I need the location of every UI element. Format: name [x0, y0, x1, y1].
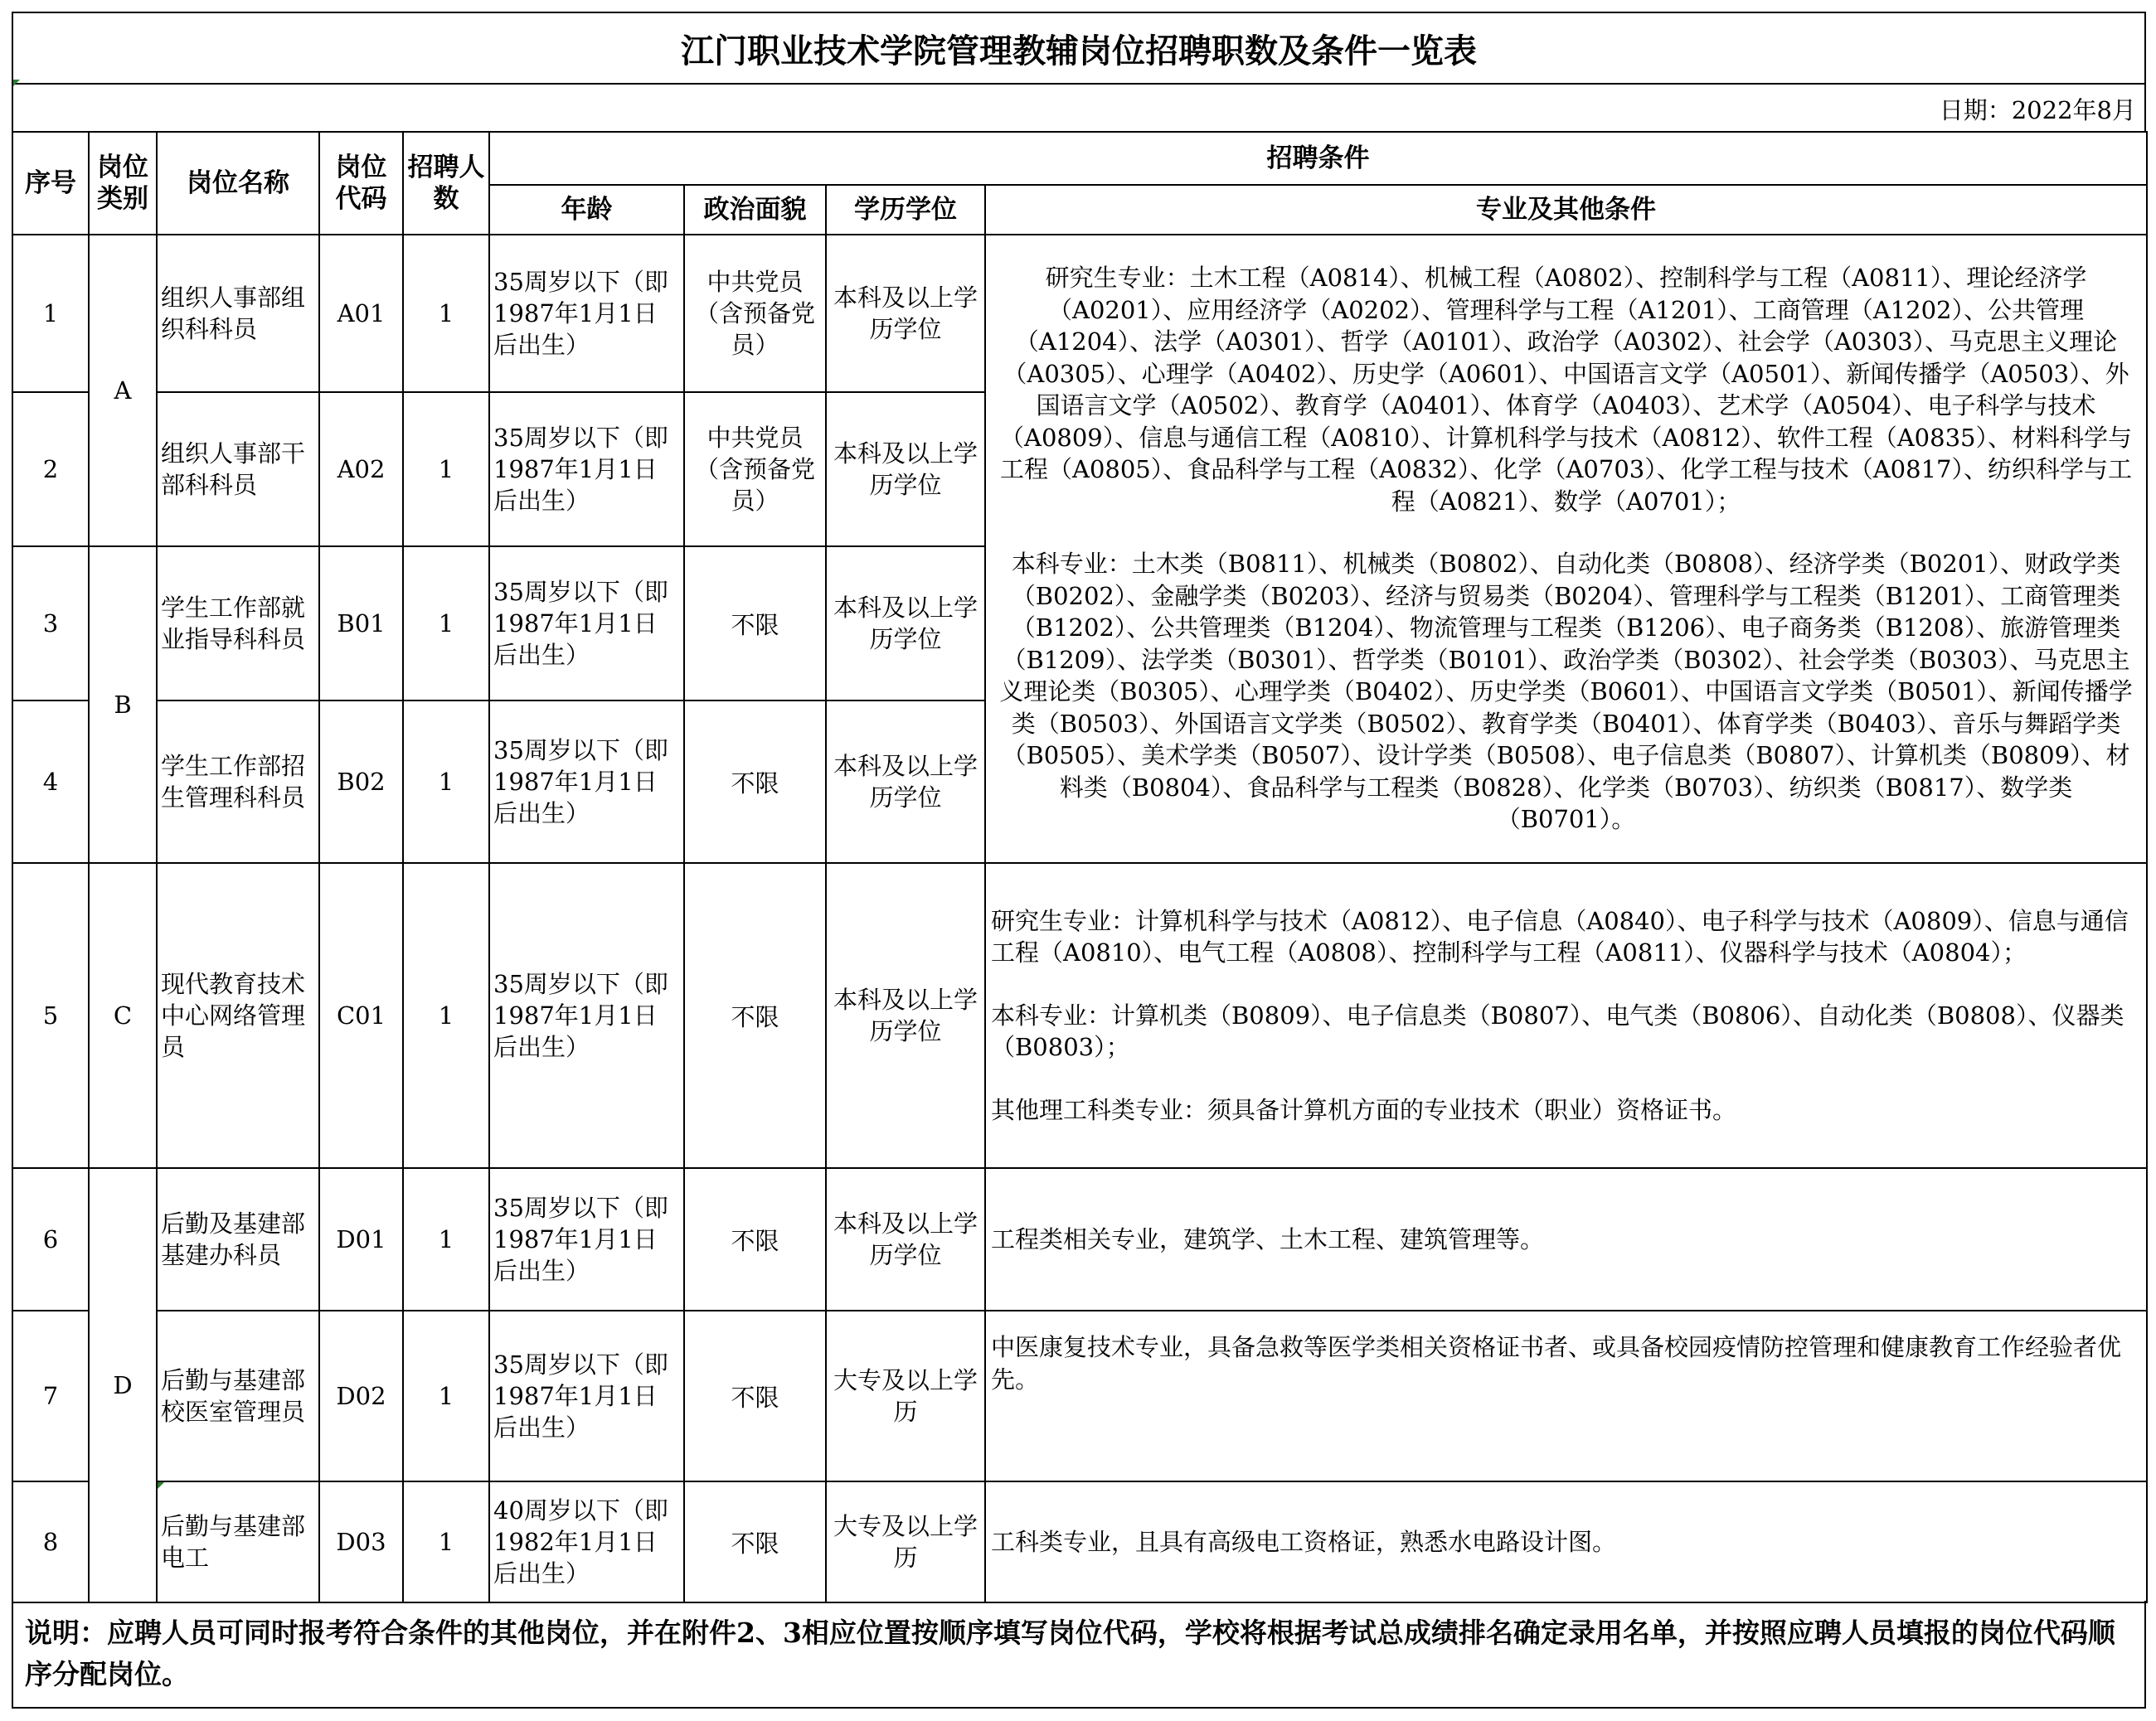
seq-cell: 8: [12, 1481, 89, 1602]
count-cell: 1: [403, 1481, 489, 1602]
date-row: [12, 85, 2146, 133]
seq-cell: 5: [12, 863, 89, 1168]
corner-marker: [158, 1482, 164, 1489]
position-name-cell: 组织人事部组织科科员: [157, 235, 319, 392]
table-row: [12, 235, 2147, 392]
table-row: [12, 1168, 2147, 1311]
seq-cell: 1: [12, 235, 89, 392]
seq-cell: 4: [12, 701, 89, 863]
table-row: [12, 863, 2147, 1168]
education-cell: 本科及以上学历学位: [826, 863, 985, 1168]
political-cell: 中共党员（含预备党员）: [684, 392, 826, 546]
political-cell: 不限: [684, 1311, 826, 1481]
education-cell: 本科及以上学历学位: [826, 701, 985, 863]
position-name-cell: 后勤与基建部校医室管理员: [157, 1311, 319, 1481]
title-box: [12, 12, 2146, 85]
major-conditions-cell: [985, 235, 2147, 863]
count-cell: 1: [403, 392, 489, 546]
seq-cell: 3: [12, 546, 89, 701]
position-code-cell: D03: [319, 1481, 403, 1602]
header-education: 学历学位: [826, 185, 985, 235]
age-cell: 35周岁以下（即1987年1月1日后出生）: [489, 701, 684, 863]
education-cell: 大专及以上学历: [826, 1311, 985, 1481]
political-cell: 不限: [684, 1168, 826, 1311]
education-cell: 本科及以上学历学位: [826, 546, 985, 701]
political-cell: 不限: [684, 1481, 826, 1602]
count-cell: 1: [403, 235, 489, 392]
age-cell: 35周岁以下（即1987年1月1日后出生）: [489, 392, 684, 546]
position-code-cell: B01: [319, 546, 403, 701]
count-cell: 1: [403, 1168, 489, 1311]
undergrad-majors-text: 本科专业：计算机类（B0809）、电子信息类（B0807）、电气类（B0806）、自动化类（B0808）、仪器类（B0803）；: [991, 1001, 2124, 1062]
education-cell: 本科及以上学历学位: [826, 392, 985, 546]
position-name-cell: 组织人事部干部科科员: [157, 392, 319, 546]
header-seq: 序号: [12, 132, 89, 235]
position-name-cell: 学生工作部招生管理科科员: [157, 701, 319, 863]
age-cell: 35周岁以下（即1987年1月1日后出生）: [489, 546, 684, 701]
page-title: 江门职业技术学院管理教辅岗位招聘职数及条件一览表: [681, 31, 1477, 70]
position-code-cell: A02: [319, 392, 403, 546]
political-cell: 不限: [684, 546, 826, 701]
seq-cell: 6: [12, 1168, 89, 1311]
major-conditions-cell: 工科类专业，且具有高级电工资格证，熟悉水电路设计图。: [985, 1481, 2147, 1602]
age-cell: 40周岁以下（即1982年1月1日后出生）: [489, 1481, 684, 1602]
seq-cell: 7: [12, 1311, 89, 1481]
age-cell: 35周岁以下（即1987年1月1日后出生）: [489, 235, 684, 392]
category-cell: D: [89, 1168, 157, 1602]
major-conditions-cell: 中医康复技术专业，具备急救等医学类相关资格证书者、或具备校园疫情防控管理和健康教育工作经验者优先。: [985, 1311, 2147, 1481]
position-name-cell: 后勤及基建部基建办科员: [157, 1168, 319, 1311]
position-code-cell: A01: [319, 235, 403, 392]
category-cell: A: [89, 235, 157, 546]
political-cell: 中共党员（含预备党员）: [684, 235, 826, 392]
header-political: 政治面貌: [684, 185, 826, 235]
major-conditions-cell: [985, 863, 2147, 1168]
education-cell: 本科及以上学历学位: [826, 1168, 985, 1311]
major-conditions-cell: 工程类相关专业，建筑学、土木工程、建筑管理等。: [985, 1168, 2147, 1311]
age-cell: 35周岁以下（即1987年1月1日后出生）: [489, 1168, 684, 1311]
header-conditions: 招聘条件: [489, 132, 2147, 185]
political-cell: 不限: [684, 863, 826, 1168]
count-cell: 1: [403, 546, 489, 701]
date-label: 日期：2022年8月: [1939, 95, 2136, 124]
footnote-text: 说明：应聘人员可同时报考符合条件的其他岗位，并在附件2、3相应位置按顺序填写岗位代码，学校将根据考试总成绩排名确定录用名单，并按照应聘人员填报的岗位代码顺序分配岗位。: [25, 1617, 2115, 1690]
category-cell: B: [89, 546, 157, 863]
education-cell: 大专及以上学历: [826, 1481, 985, 1602]
count-cell: 1: [403, 1311, 489, 1481]
position-code-cell: D01: [319, 1168, 403, 1311]
position-code-cell: C01: [319, 863, 403, 1168]
recruitment-table: [12, 131, 2148, 1603]
grad-majors-text: 研究生专业：计算机科学与技术（A0812）、电子信息（A0840）、电子科学与技术（A0809）、信息与通信工程（A0810）、电气工程（A0808）、控制科学与工程（A0811）、仪器科学与技术（A0804）；: [991, 906, 2129, 967]
count-cell: 1: [403, 701, 489, 863]
header-count: 招聘人数: [403, 132, 489, 235]
header-age: 年龄: [489, 185, 684, 235]
seq-cell: 2: [12, 392, 89, 546]
position-code-cell: B02: [319, 701, 403, 863]
position-name-cell: 学生工作部就业指导科科员: [157, 546, 319, 701]
count-cell: 1: [403, 863, 489, 1168]
position-name-cell: 现代教育技术中心网络管理员: [157, 863, 319, 1168]
footnote: [12, 1601, 2146, 1709]
age-cell: 35周岁以下（即1987年1月1日后出生）: [489, 863, 684, 1168]
table-row: [12, 1311, 2147, 1481]
header-code: 岗位代码: [319, 132, 403, 235]
education-cell: 本科及以上学历学位: [826, 235, 985, 392]
table-row: [12, 1481, 2147, 1602]
grad-majors-text: 研究生专业：土木工程（A0814）、机械工程（A0802）、控制科学与工程（A0811）、理论经济学（A0201）、应用经济学（A0202）、管理科学与工程（A1201）、工商管理（A1202）、公共管理（A1204）、法学（A0301）、哲学（A0101）、政治学（A0302）、社会学（A0303）、马克思主义理论（A0305）、心理学（A0402）、历史学（A0601）、中国语言文学（A0501）、新闻传播学（A0503）、外国语言文学（A0502）、教育学（A0401）、体育学（A0403）、艺术学（A0504）、电子科学与技术（A0809）、信息与通信工程（A0810）、计算机科学与技术（A0812）、软件工程（A0835）、材料科学与工程（A0805）、食品科学与工程（A0832）、化学（A0703）、化学工程与技术（A0817）、纺织科学与工程（A0821）、数学（A0701）；: [1000, 264, 2132, 516]
header-row-1: [12, 132, 2147, 185]
header-major: 专业及其他条件: [985, 185, 2147, 235]
header-name: 岗位名称: [157, 132, 319, 235]
other-majors-text: 其他理工科类专业：须具备计算机方面的专业技术（职业）资格证书。: [991, 1095, 1737, 1124]
category-cell: C: [89, 863, 157, 1168]
header-category: 岗位类别: [89, 132, 157, 235]
undergrad-majors-text: 本科专业：土木类（B0811）、机械类（B0802）、自动化类（B0808）、经济学类（B0201）、财政学类（B0202）、金融学类（B0203）、经济与贸易类（B0204）、管理科学与工程类（B1201）、工商管理类（B1202）、公共管理类（B1204）、物流管理与工程类（B1206）、电子商务类（B1208）、旅游管理类（B1209）、法学类（B0301）、哲学类（B0101）、政治学类（B0302）、社会学类（B0303）、马克思主义理论类（B0305）、心理学类（B0402）、历史学类（B0601）、中国语言文学类（B0501）、新闻传播学类（B0503）、外国语言文学类（B0502）、教育学类（B0401）、体育学类（B0403）、音乐与舞蹈学类（B0505）、美术学类（B0507）、设计学类（B0508）、电子信息类（B0807）、计算机类（B0809）、材料类（B0804）、食品科学与工程类（B0828）、化学类（B0703）、纺织类（B0817）、数学类（B0701）。: [999, 550, 2133, 834]
political-cell: 不限: [684, 701, 826, 863]
position-code-cell: D02: [319, 1311, 403, 1481]
position-name-cell: 后勤与基建部电工: [157, 1481, 319, 1602]
age-cell: 35周岁以下（即1987年1月1日后出生）: [489, 1311, 684, 1481]
